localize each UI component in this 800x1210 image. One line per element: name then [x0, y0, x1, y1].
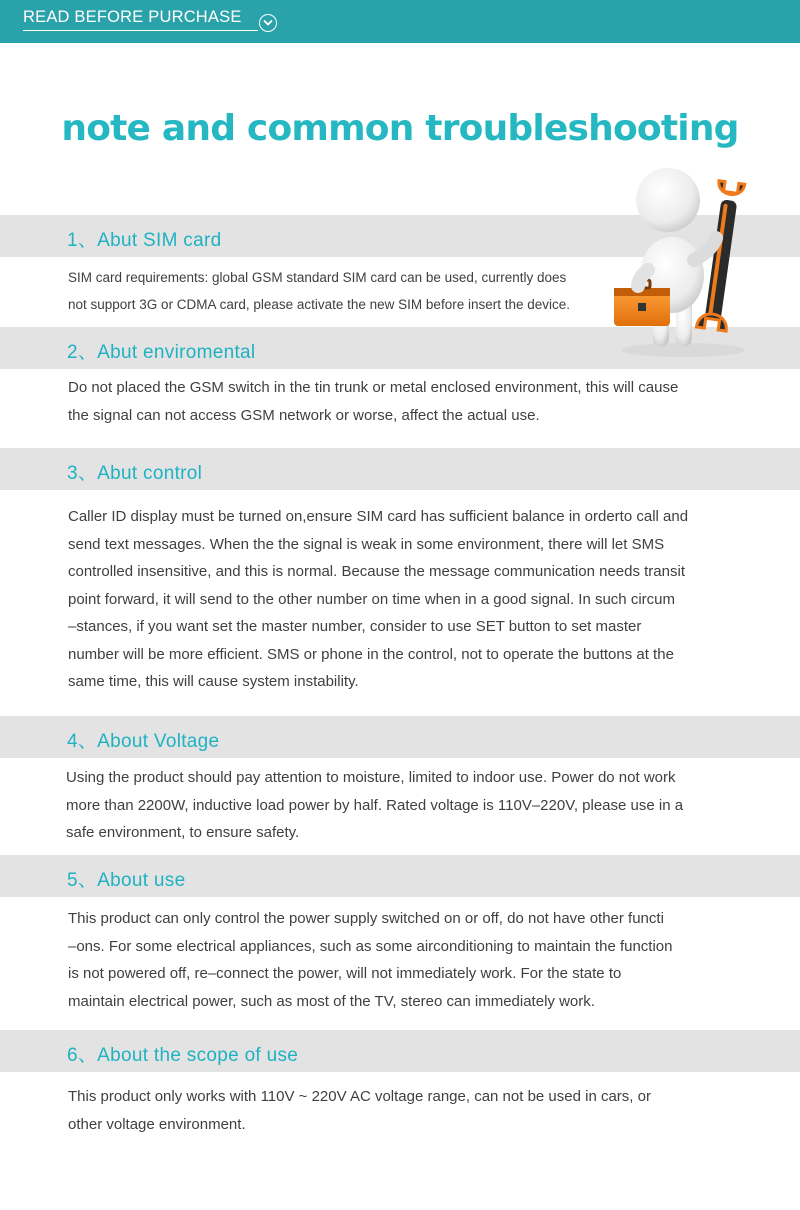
text-line: Using the product should pay attention to moisture, limited to indoor use. Power do not work	[66, 769, 676, 786]
worker-with-wrench-and-toolbox-icon	[608, 160, 758, 365]
chevron-down-circle-icon[interactable]	[259, 14, 277, 32]
text-line: is not powered off, re–connect the power, will not immediately work. For the state to	[68, 965, 622, 982]
section-band-5	[0, 855, 800, 897]
text-line: the signal can not access GSM network or worse, affect the actual use.	[68, 406, 540, 424]
text-line: SIM card requirements: global GSM standard SIM card can be used, currently does	[68, 270, 567, 285]
section-band-4	[0, 716, 800, 758]
text-line: This product only works with 110V ~ 220V AC voltage range, can not be used in cars, or	[68, 1088, 651, 1105]
text-line: controlled insensitive, and this is normal. Because the message communication needs transit	[68, 563, 685, 580]
text-line: This product can only control the power supply switched on or off, do not have other functi	[68, 910, 664, 927]
section-heading-3: 3、Abut control	[67, 463, 203, 484]
text-line: safe environment, to ensure safety.	[66, 824, 300, 841]
section-body-3	[68, 503, 738, 696]
header-bar	[0, 0, 800, 43]
text-line: maintain electrical power, such as most of the TV, stereo can immediately work.	[68, 992, 595, 1010]
section-body-4	[66, 764, 736, 847]
text-line: same time, this will cause system instability.	[68, 673, 359, 690]
text-line: Caller ID display must be turned on,ensure SIM card has sufficient balance in orderto call and	[68, 508, 689, 525]
section-heading-2: 2、Abut enviromental	[67, 342, 256, 363]
section-body-5	[68, 905, 738, 1015]
text-line: send text messages. When the the signal is weak in some environment, there will let SMS	[68, 535, 665, 553]
text-line: more than 2200W, inductive load power by half. Rated voltage is 110V–220V, please use in a	[66, 796, 684, 814]
section-body-2	[68, 374, 738, 429]
text-line: point forward, it will send to the other number on time when in a good signal. In such circum	[68, 590, 675, 608]
section-heading-5: 5、About use	[67, 870, 186, 891]
text-line: Do not placed the GSM switch in the tin trunk or metal enclosed environment, this will cause	[68, 379, 679, 396]
text-line: –ons. For some electrical appliances, such as some airconditioning to maintain the function	[68, 937, 673, 955]
section-heading-6: 6、About the scope of use	[67, 1045, 299, 1066]
read-before-purchase-label: READ BEFORE PURCHASE	[23, 8, 242, 26]
section-body-1	[68, 264, 628, 318]
section-band-3	[0, 448, 800, 490]
text-line: number will be more efficient. SMS or phone in the control, not to operate the buttons at the	[68, 645, 674, 663]
text-line: not support 3G or CDMA card, please activate the new SIM before insert the device.	[68, 297, 571, 312]
text-line: other voltage environment.	[68, 1115, 246, 1133]
text-line: –stances, if you want set the master number, consider to use SET button to set master	[68, 618, 642, 635]
section-band-6	[0, 1030, 800, 1072]
header-underline	[23, 30, 258, 31]
section-heading-1: 1、Abut SIM card	[67, 230, 222, 251]
section-heading-4: 4、About Voltage	[67, 731, 220, 752]
page-title: note and common troubleshooting	[61, 108, 739, 149]
section-body-6	[68, 1083, 738, 1138]
